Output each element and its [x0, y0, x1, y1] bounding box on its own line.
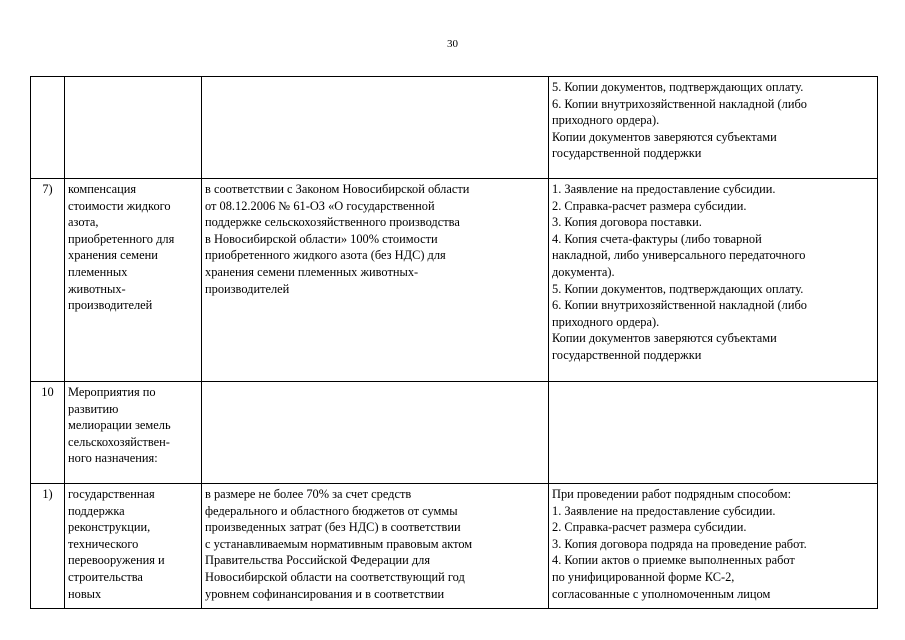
text-line: мелиорации земель	[68, 418, 171, 433]
text-line: 6. Копии внутрихозяйственной накладной (либо	[552, 96, 807, 111]
subsidy-table	[30, 76, 878, 609]
text-line: Правительства Российской Федерации для	[205, 553, 431, 568]
required-documents-cell	[549, 382, 878, 484]
required-documents-cell	[549, 179, 878, 382]
text-line: Копии документов заверяются субъектами	[552, 331, 777, 346]
text-line: по унифицированной форме КС-2,	[552, 569, 735, 584]
text-line: 4. Копии актов о приемке выполненных работ	[552, 553, 795, 568]
row-number: 1)	[42, 487, 53, 501]
text-line: племенных	[68, 264, 128, 279]
row-number: 7)	[42, 182, 53, 196]
text-line: поддержка	[68, 503, 125, 518]
text-line: согласованные с уполномоченным лицом	[552, 586, 771, 601]
text-line: 2. Справка-расчет размера субсидии.	[552, 198, 747, 213]
measure-name-cell	[65, 484, 202, 609]
text-line: с устанавливаемым нормативным правовым актом	[205, 536, 473, 551]
required-documents-cell	[549, 484, 878, 609]
subsidy-amount-cell	[202, 179, 549, 382]
subsidy-amount-cell	[202, 484, 549, 609]
row-number: 10	[41, 385, 54, 399]
text-line: произведенных затрат (без НДС) в соответствии	[205, 520, 461, 535]
text-line: При проведении работ подрядным способом:	[552, 487, 792, 501]
text-line: животных-	[68, 281, 126, 296]
text-line: сельскохозяйствен-	[68, 434, 170, 449]
row-number-cell	[31, 382, 65, 484]
text-line: 1. Заявление на предоставление субсидии.	[552, 182, 776, 196]
text-line: в соответствии с Законом Новосибирской области	[205, 182, 470, 196]
text-line: 5. Копии документов, подтверждающих оплату.	[552, 80, 804, 94]
text-line: производителей	[205, 281, 290, 296]
text-line: приходного ордера).	[552, 113, 660, 128]
text-line: развитию	[68, 401, 119, 416]
text-line: 3. Копия договора поставки.	[552, 215, 702, 230]
text-line: в Новосибирской области» 100% стоимости	[205, 231, 438, 246]
text-line: уровнем софинансирования и в соответствии	[205, 586, 445, 601]
table-row	[31, 382, 878, 484]
text-line: 5. Копии документов, подтверждающих оплату.	[552, 281, 804, 296]
row-number-cell	[31, 179, 65, 382]
text-line: приходного ордера).	[552, 314, 660, 329]
text-line: 4. Копия счета-фактуры (либо товарной	[552, 231, 762, 246]
text-line: 1. Заявление на предоставление субсидии.	[552, 503, 776, 518]
text-line: стоимости жидкого	[68, 198, 171, 213]
measure-name-cell	[65, 77, 202, 179]
text-line: 6. Копии внутрихозяйственной накладной (либо	[552, 298, 807, 313]
table-row	[31, 77, 878, 179]
text-line: ного назначения:	[68, 451, 158, 466]
page-number: 30	[447, 38, 458, 50]
row-number-cell	[31, 484, 65, 609]
measure-name-cell	[65, 382, 202, 484]
text-line: поддержке сельскохозяйственного производства	[205, 215, 460, 230]
table-row	[31, 484, 878, 609]
text-line: технического	[68, 536, 139, 551]
text-line: реконструкции,	[68, 520, 151, 535]
text-line: хранения семени племенных животных-	[205, 264, 419, 279]
table-row	[31, 179, 878, 382]
text-line: документа).	[552, 264, 615, 279]
text-line: Мероприятия по	[68, 385, 156, 399]
required-documents-cell	[549, 77, 878, 179]
text-line: государственной поддержки	[552, 146, 702, 161]
text-line: азота,	[68, 215, 99, 230]
text-line: накладной, либо универсального передаточного	[552, 248, 806, 263]
text-line: Новосибирской области на соответствующий год	[205, 569, 465, 584]
row-number-cell	[31, 77, 65, 179]
text-line: 2. Справка-расчет размера субсидии.	[552, 520, 747, 535]
text-line: перевооружения и	[68, 553, 165, 568]
text-line: 3. Копия договора подряда на проведение работ.	[552, 536, 807, 551]
text-line: от 08.12.2006 № 61-ОЗ «О государственной	[205, 198, 435, 213]
subsidy-amount-cell	[202, 382, 549, 484]
text-line: в размере не более 70% за счет средств	[205, 487, 412, 501]
text-line: приобретенного для	[68, 231, 175, 246]
text-line: хранения семени	[68, 248, 158, 263]
text-line: строительства	[68, 569, 143, 584]
text-line: Копии документов заверяются субъектами	[552, 129, 777, 144]
text-line: государственная	[68, 487, 155, 501]
text-line: компенсация	[68, 182, 137, 196]
measure-name-cell	[65, 179, 202, 382]
text-line: государственной поддержки	[552, 347, 702, 362]
text-line: новых	[68, 586, 102, 601]
text-line: федерального и областного бюджетов от суммы	[205, 503, 458, 518]
subsidy-amount-cell	[202, 77, 549, 179]
text-line: приобретенного жидкого азота (без НДС) для	[205, 248, 446, 263]
text-line: производителей	[68, 298, 153, 313]
